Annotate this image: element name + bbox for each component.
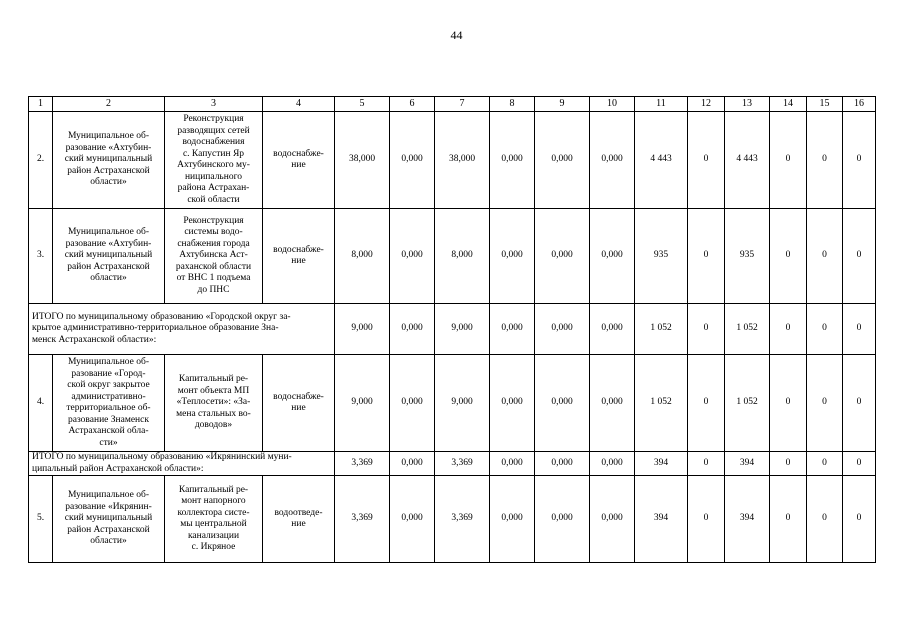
value-cell: 4 443	[635, 112, 688, 209]
value-cell: 0	[807, 476, 843, 563]
value-cell: 0,000	[535, 209, 590, 304]
header-cell: 5	[335, 97, 390, 112]
value-cell: 3,369	[435, 452, 490, 476]
value-cell: 38,000	[335, 112, 390, 209]
header-cell: 11	[635, 97, 688, 112]
value-cell: 1 052	[725, 304, 770, 355]
value-cell: 0,000	[390, 476, 435, 563]
header-cell: 13	[725, 97, 770, 112]
value-cell: 0	[807, 452, 843, 476]
value-cell: 0	[770, 476, 807, 563]
value-cell: 0	[770, 112, 807, 209]
header-cell: 10	[590, 97, 635, 112]
value-cell: 0	[807, 112, 843, 209]
row-number: 5.	[29, 476, 53, 563]
value-cell: 0,000	[535, 476, 590, 563]
value-cell: 0,000	[535, 112, 590, 209]
value-cell: 1 052	[635, 355, 688, 452]
value-cell: 0,000	[490, 304, 535, 355]
object-cell: Капитальный ре- монт объекта МП «Теплосети»: «За- мена стальных во- доводов»	[165, 355, 263, 452]
municipality-cell: Муниципальное об- разование «Икрянин- ский муниципальный район Астраханской области»	[53, 476, 165, 563]
value-cell: 4 443	[725, 112, 770, 209]
value-cell: 0,000	[390, 452, 435, 476]
header-cell: 14	[770, 97, 807, 112]
header-cell: 3	[165, 97, 263, 112]
subtotal-label: ИТОГО по муниципальному образованию «Городской округ за- крытое административно-территориальное образование Зна- менск Астраханской области»:	[29, 304, 335, 355]
header-cell: 12	[688, 97, 725, 112]
type-cell: водоотведе- ние	[263, 476, 335, 563]
table-row	[29, 476, 876, 563]
value-cell: 0,000	[590, 304, 635, 355]
value-cell: 0	[688, 452, 725, 476]
header-cell: 2	[53, 97, 165, 112]
value-cell: 0,000	[535, 452, 590, 476]
value-cell: 0,000	[390, 209, 435, 304]
header-cell: 4	[263, 97, 335, 112]
value-cell: 0,000	[490, 476, 535, 563]
value-cell: 9,000	[435, 355, 490, 452]
investment-table	[28, 96, 876, 563]
type-cell: водоснабже- ние	[263, 112, 335, 209]
value-cell: 0	[688, 476, 725, 563]
value-cell: 394	[635, 476, 688, 563]
municipality-cell: Муниципальное об- разование «Ахтубин- ский муниципальный район Астраханской области»	[53, 209, 165, 304]
value-cell: 0,000	[590, 209, 635, 304]
header-cell: 16	[843, 97, 876, 112]
value-cell: 0	[843, 209, 876, 304]
header-cell: 7	[435, 97, 490, 112]
row-number: 2.	[29, 112, 53, 209]
value-cell: 38,000	[435, 112, 490, 209]
value-cell: 9,000	[435, 304, 490, 355]
value-cell: 935	[725, 209, 770, 304]
value-cell: 0	[688, 209, 725, 304]
value-cell: 0	[843, 112, 876, 209]
value-cell: 0	[770, 452, 807, 476]
subtotal-row	[29, 304, 876, 355]
value-cell: 0	[843, 452, 876, 476]
value-cell: 0,000	[490, 355, 535, 452]
header-cell: 9	[535, 97, 590, 112]
type-cell: водоснабже- ние	[263, 355, 335, 452]
value-cell: 9,000	[335, 355, 390, 452]
value-cell: 1 052	[725, 355, 770, 452]
value-cell: 0,000	[590, 452, 635, 476]
value-cell: 9,000	[335, 304, 390, 355]
header-row	[29, 97, 876, 112]
value-cell: 0,000	[590, 476, 635, 563]
value-cell: 0,000	[390, 304, 435, 355]
value-cell: 394	[635, 452, 688, 476]
value-cell: 0,000	[490, 209, 535, 304]
value-cell: 0,000	[390, 355, 435, 452]
value-cell: 0	[807, 209, 843, 304]
value-cell: 8,000	[435, 209, 490, 304]
table-row	[29, 112, 876, 209]
value-cell: 0,000	[490, 112, 535, 209]
value-cell: 394	[725, 452, 770, 476]
value-cell: 0	[688, 355, 725, 452]
value-cell: 0,000	[590, 355, 635, 452]
municipality-cell: Муниципальное об- разование «Город- ской округ закрытое административно- территориальное об- разование Знаменск Астраханской обла- сти»	[53, 355, 165, 452]
value-cell: 3,369	[335, 452, 390, 476]
value-cell: 1 052	[635, 304, 688, 355]
value-cell: 0	[843, 355, 876, 452]
object-cell: Капитальный ре- монт напорного коллектора систе- мы центральной канализации с. Икряное	[165, 476, 263, 563]
subtotal-label: ИТОГО по муниципальному образованию «Икрянинский муни- ципальный район Астраханской области»:	[29, 452, 335, 476]
value-cell: 8,000	[335, 209, 390, 304]
page-number: 44	[450, 28, 463, 42]
row-number: 4.	[29, 355, 53, 452]
value-cell: 0,000	[490, 452, 535, 476]
subtotal-row	[29, 452, 876, 476]
object-cell: Реконструкция системы водо- снабжения города Ахтубинска Аст- раханской области от ВНС 1 подъема до ПНС	[165, 209, 263, 304]
value-cell: 0,000	[535, 304, 590, 355]
value-cell: 0	[770, 304, 807, 355]
value-cell: 0,000	[390, 112, 435, 209]
value-cell: 3,369	[435, 476, 490, 563]
value-cell: 0	[843, 476, 876, 563]
table-row	[29, 355, 876, 452]
value-cell: 0,000	[590, 112, 635, 209]
value-cell: 0	[807, 355, 843, 452]
value-cell: 394	[725, 476, 770, 563]
municipality-cell: Муниципальное об- разование «Ахтубин- ский муниципальный район Астраханской области»	[53, 112, 165, 209]
value-cell: 0	[770, 355, 807, 452]
value-cell: 0,000	[535, 355, 590, 452]
header-cell: 8	[490, 97, 535, 112]
header-cell: 6	[390, 97, 435, 112]
object-cell: Реконструкция разводящих сетей водоснабжения с. Капустин Яр Ахтубинского му- ниципального района Астрахан- ской области	[165, 112, 263, 209]
value-cell: 0	[688, 304, 725, 355]
value-cell: 0	[770, 209, 807, 304]
value-cell: 0	[843, 304, 876, 355]
header-cell: 1	[29, 97, 53, 112]
value-cell: 935	[635, 209, 688, 304]
row-number: 3.	[29, 209, 53, 304]
type-cell: водоснабже- ние	[263, 209, 335, 304]
header-cell: 15	[807, 97, 843, 112]
table-row	[29, 209, 876, 304]
value-cell: 3,369	[335, 476, 390, 563]
value-cell: 0	[688, 112, 725, 209]
value-cell: 0	[807, 304, 843, 355]
